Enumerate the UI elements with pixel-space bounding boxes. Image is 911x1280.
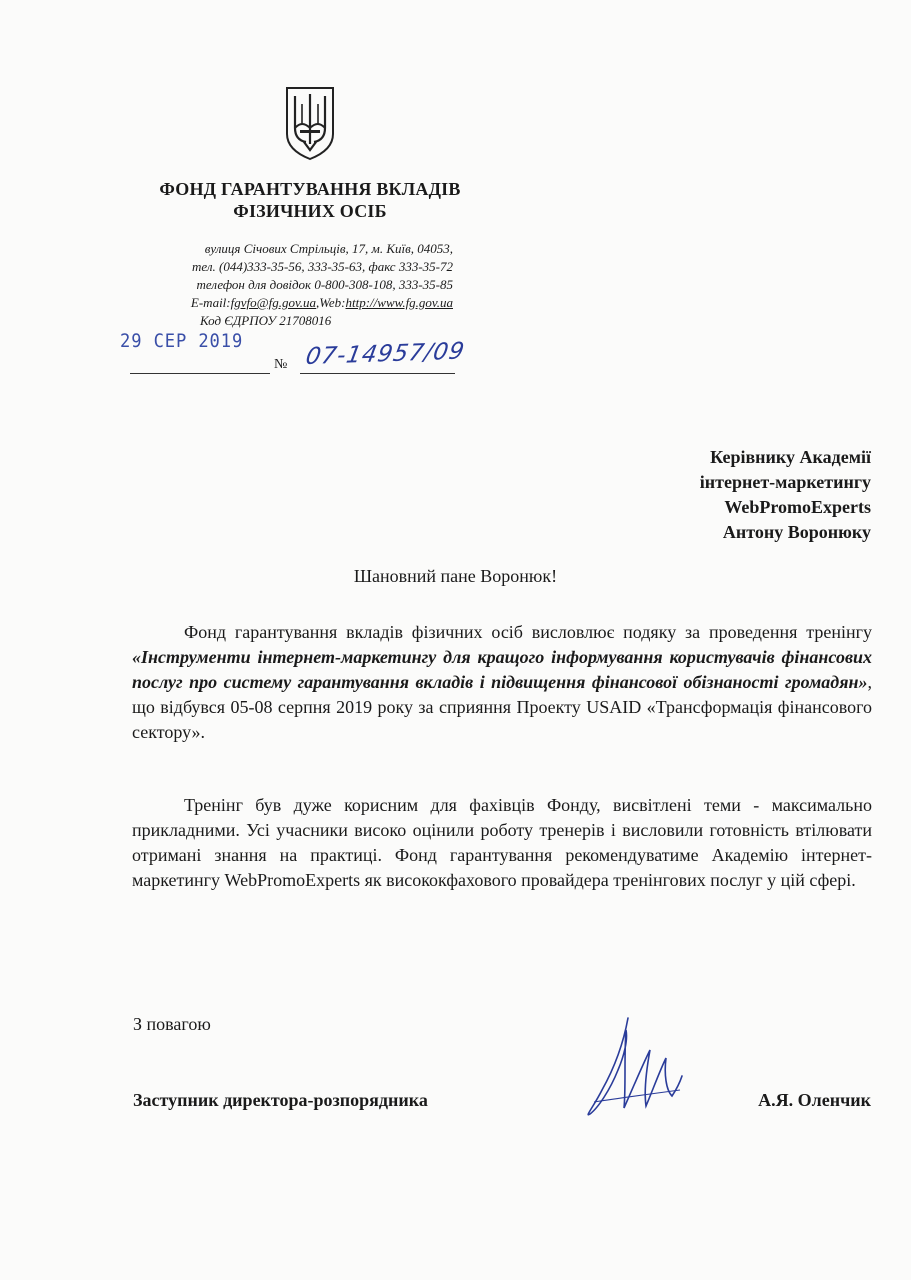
paragraph-1-start: Фонд гарантування вкладів фізичних осіб висловлює подяку за проведення тренінгу — [184, 622, 872, 642]
org-line-2: ФІЗИЧНИХ ОСІБ — [233, 201, 387, 221]
addressee-line-4: Антону Воронюку — [722, 522, 871, 542]
signer-position: Заступник директора-розпорядника — [133, 1090, 428, 1110]
number-label: № — [274, 357, 288, 372]
regards: З повагою — [133, 1014, 211, 1034]
addressee-line-1: Керівнику Академії — [710, 447, 871, 467]
paragraph-2-text: Тренінг був дуже корисним для фахівців Фонду, висвітлені теми - максимально прикладними. Усі учасники високо оцінили роботу тренерів і висловили готовність втілювати отримані знання на практиці. Фонд гарантування рекомендуватиме Академію інтернет-маркетингу WebPromoExperts як висококфахового провайдера тренінгових послуг у цій сфері. — [132, 795, 872, 890]
addressee-line-2: інтернет-маркетингу — [699, 472, 871, 492]
number-underline — [300, 373, 455, 374]
email-link[interactable]: fgvfo@fg.gov.ua — [230, 295, 316, 310]
email-label: E-mail: — [190, 295, 231, 310]
date-underline — [130, 373, 270, 374]
org-line-1: ФОНД ГАРАНТУВАННЯ ВКЛАДІВ — [159, 179, 461, 199]
salutation: Шановний пане Воронюк! — [353, 566, 558, 586]
edrpou-code: Код ЄДРПОУ 21708016 — [200, 313, 332, 328]
paragraph-2 — [132, 793, 872, 893]
paragraph-1-end: , що відбувся 05-08 серпня 2019 року за сприяння Проекту USAID «Трансформація фінансового сектору». — [132, 672, 872, 742]
date-stamp: 29 СЕР 2019 — [120, 330, 244, 352]
registration-number: 07-14957/09 — [303, 338, 467, 371]
contact-block — [118, 240, 453, 312]
address-line: вулиця Січових Стрільців, 17, м. Київ, 04053, — [204, 241, 453, 256]
signature-icon — [580, 1010, 690, 1125]
paragraph-1 — [132, 620, 872, 745]
hotline-line: телефон для довідок 0-800-308-108, 333-35-85 — [196, 277, 453, 292]
signer-name: А.Я. Оленчик — [758, 1090, 871, 1110]
trident-icon — [282, 84, 338, 162]
web-label: ,Web: — [316, 295, 346, 310]
web-link[interactable]: http://www.fg.gov.ua — [345, 295, 453, 310]
email-web-line — [118, 294, 453, 312]
addressee-block — [471, 445, 871, 545]
addressee-line-3: WebPromoExperts — [724, 497, 871, 517]
phone-line: тел. (044)333-35-56, 333-35-63, факс 333-35-72 — [192, 259, 453, 274]
organization-name — [110, 178, 510, 222]
training-title: «Інструменти інтернет-маркетингу для кращого інформування користувачів фінансових послуг про систему гарантування вкладів і підвищення фінансової обізнаності громадян» — [132, 647, 872, 692]
